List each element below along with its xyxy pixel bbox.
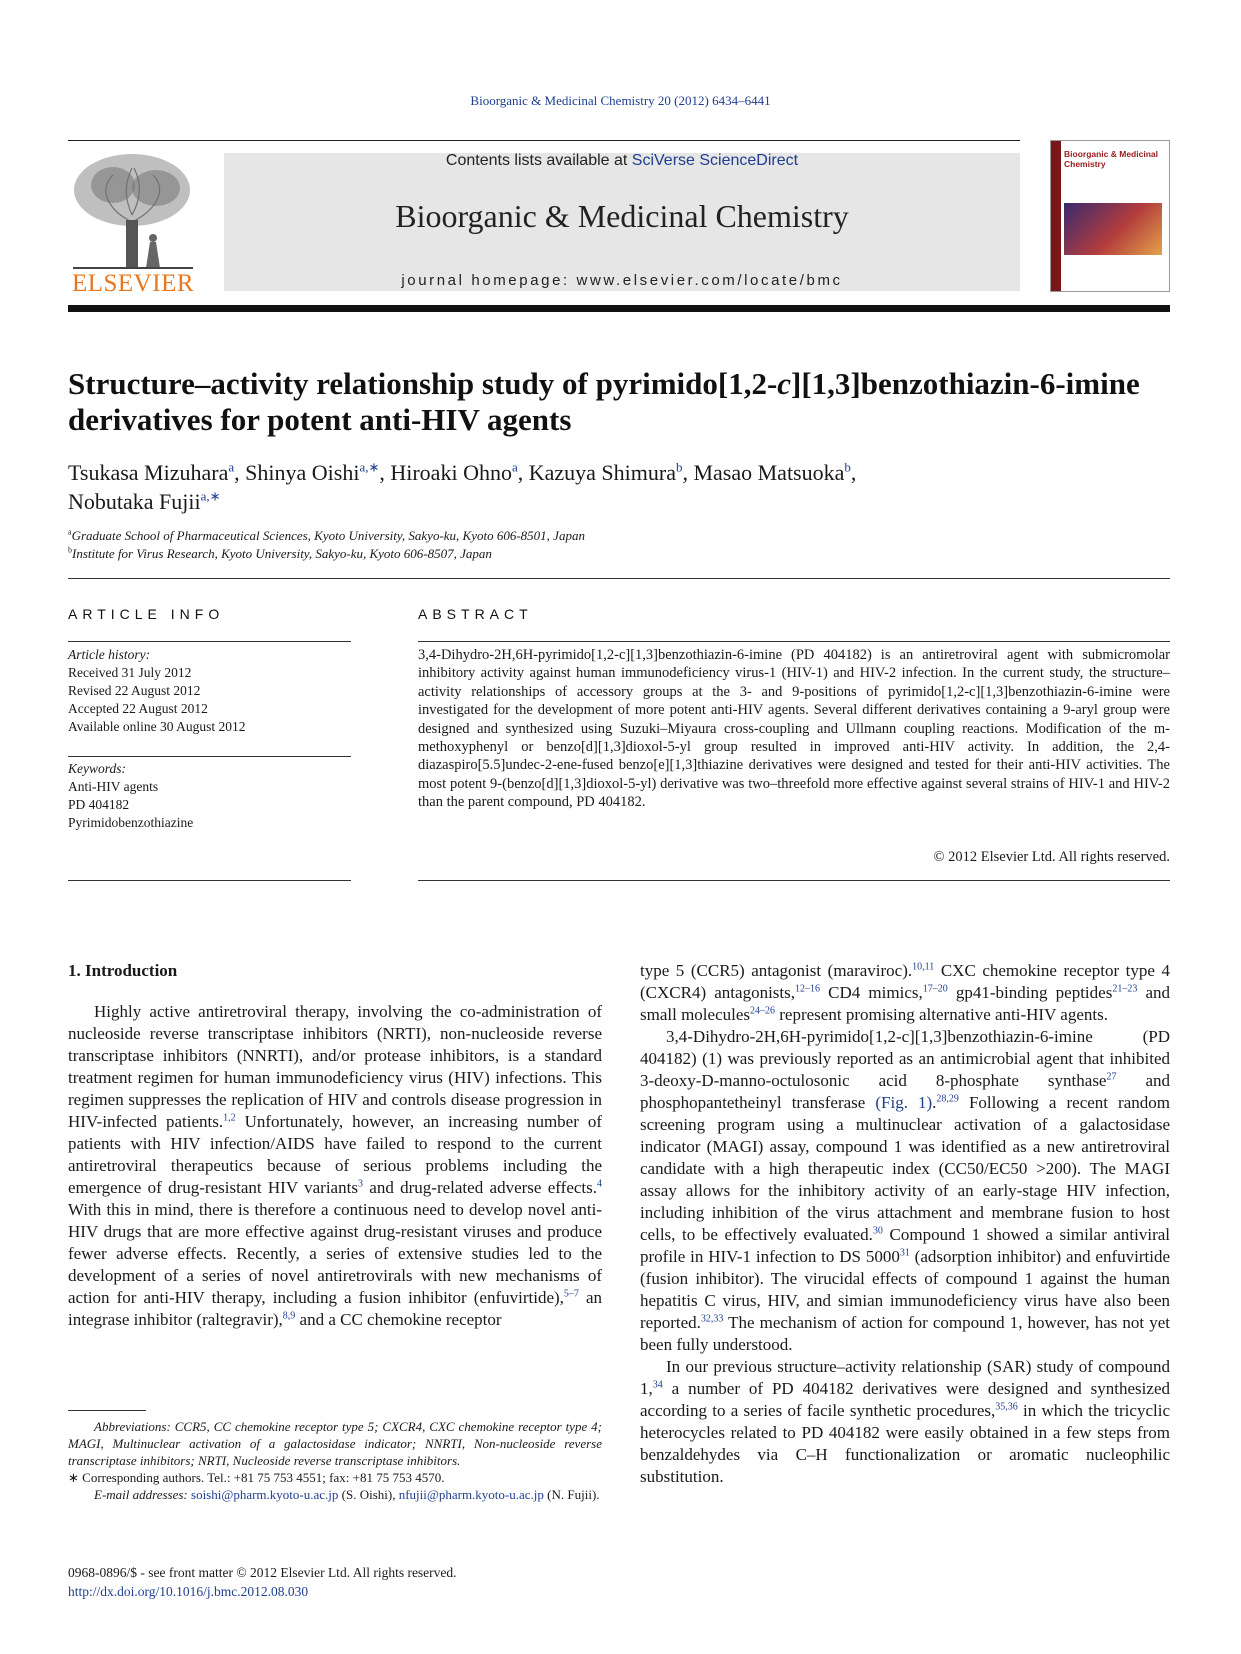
section-heading: 1. Introduction: [68, 961, 178, 980]
abstract-rule: [418, 641, 1170, 642]
citation-reference[interactable]: 1,2: [223, 1112, 236, 1124]
cover-title: Bioorganic & Medicinal Chemistry: [1064, 149, 1158, 169]
header-rule: [68, 140, 1020, 141]
article-info-heading: ARTICLE INFO: [68, 606, 225, 622]
citation-reference[interactable]: 30: [872, 1225, 883, 1237]
author[interactable]: Hiroaki Ohno: [390, 460, 512, 485]
citation-reference[interactable]: 27: [1106, 1071, 1117, 1083]
body-right-column: [640, 960, 1170, 1488]
keyword: PD 404182: [68, 797, 130, 812]
citation-reference[interactable]: 17–20: [922, 983, 948, 995]
paragraph: In our previous structure–activity relationship (SAR) study of compound 1,34 a number of PD 404182 derivatives were designed and synthesized according to a series of facile synthetic procedures,$^{35,36}$ in which the tricyclic heterocycles related to PD 404182 were easily obtained in a few steps from benzaldehydes via C–H functionalization or aromatic nucleophilic substitution.: [640, 1357, 1170, 1486]
author-list: Tsukasa Mizuhara$^a$, Shinya Oishi$^{a,∗}$, Hiroaki Ohno$^a$, Kazuya Shimura$^b$, Masao Matsuoka$^b$, Nobutaka Fujii$^{a,∗}$: [68, 459, 857, 514]
paragraph: 3,4-Dihydro-2H,6H-pyrimido[1,2-c][1,3]benzothiazin-6-imine (PD 404182) (1) was previously reported as an antimicrobial agent that inhibited 3-deoxy-D-manno-octulosonic acid 8-phosphate synthase$^{27}$ and phosphopantetheinyl transferase (Fig. 1).$^{28,29}$ Following a recent random screening program using a multinuclear activation of a galactosidase indicator (MAGI) assay, compound 1 was identified as a new antiretroviral candidate with a high therapeutic index (CC50/EC50 >200). The MAGI assay allows for the inhibitory activity of an early-stage HIV infection, including inhibition of the virus attachment and membrane fusion to host cells, to be effectively evaluated.$^{30}$ Compound 1 showed a similar antiviral profile in HIV-1 infection to DS 5000$^{31}$ (adsorption inhibitor) and enfuvirtide (fusion inhibitor). The virucidal effects of compound 1 against the human hepatitis C virus, HIV, and simian immunodeficiency virus have also been reported.$^{32,33}$ The mechanism of action for compound 1, however, has not yet been fully understood.: [640, 1027, 1171, 1354]
citation-reference[interactable]: 5–7: [563, 1288, 579, 1300]
citation-reference[interactable]: 12–16: [795, 983, 821, 995]
journal-citation[interactable]: Bioorganic & Medicinal Chemistry 20 (2012) 6434–6441: [470, 93, 771, 108]
journal-title: Bioorganic & Medicinal Chemistry: [395, 198, 849, 234]
email-link[interactable]: nfujii@pharm.kyoto-u.ac.jp: [398, 1487, 544, 1502]
author-affiliation-mark[interactable]: a: [228, 459, 235, 475]
citation-reference[interactable]: 35,36: [995, 1401, 1018, 1413]
abstract-text: 3,4-Dihydro-2H,6H-pyrimido[1,2-c][1,3]benzothiazin-6-imine (PD 404182) is an antiretroviral agent with submicromolar inhibitory activity against human immunodeficiency virus-1 (HIV-1) and HIV-2 infection. In the current study, the structure–activity relationships of accessory groups at the 3- and 9-positions of pyrimido[1,2-c][1,3]benzothiazin-6-imine were investigated for the development of more potent anti-HIV agents. Several different derivatives containing a 9-aryl group were designed and synthesized using Suzuki–Miyaura cross-coupling and Ullmann coupling reactions. Modification of the m-methoxyphenyl or benzo[d][1,3]dioxol-5-yl group resulted in improved anti-HIV activity. In addition, the 2,4-diazaspiro[5.5]undec-2-ene-fused benzo[e][1,3]thiazine derivatives were designed and tested for their anti-HIV activities. The most potent 9-(benzo[d][1,3]dioxol-5-yl) derivative was two–threefold more effective against several strains of HIV-1 and HIV-2 than the parent compound, PD 404182.: [418, 647, 1170, 811]
author-affiliation-mark[interactable]: a,∗: [359, 459, 380, 475]
history-entry: Received 31 July 2012: [68, 665, 192, 680]
citation-reference[interactable]: 28,29: [936, 1093, 959, 1105]
article-info-rule: [68, 756, 351, 757]
journal-homepage[interactable]: journal homepage: www.elsevier.com/locate/bmc: [401, 272, 843, 289]
cover-image: [1064, 203, 1162, 255]
author[interactable]: Kazuya Shimura: [528, 460, 676, 485]
affiliations: [68, 527, 1170, 563]
contents-line: Contents lists available at SciVerse ScienceDirect: [445, 152, 799, 169]
figure-link[interactable]: (Fig. 1): [875, 1093, 933, 1112]
author-affiliation-mark[interactable]: b: [675, 459, 683, 475]
article-history-label: Article history:: [68, 647, 151, 662]
abbreviations-footnote: Abbreviations: CCR5, CC chemokine receptor type 5; CXCR4, CXC chemokine receptor type 4; MAGI, Multinuclear activation of a galactosidase indicator; NNRTI, Non-nucleoside reverse transcriptase inhibitors; NRTI, Nucleoside reverse transcriptase inhibitors.: [68, 1419, 602, 1468]
author-affiliation-mark[interactable]: b: [844, 459, 851, 475]
article-info-rule: [68, 880, 351, 881]
email-footnote: E-mail addresses: soishi@pharm.kyoto-u.ac.jp (S. Oishi), nfujii@pharm.kyoto-u.ac.jp (N. Fujii).: [94, 1487, 600, 1502]
doi-link[interactable]: http://dx.doi.org/10.1016/j.bmc.2012.08.030: [68, 1584, 309, 1599]
author-affiliation-mark[interactable]: a: [511, 459, 518, 475]
citation-reference[interactable]: 34: [652, 1379, 663, 1391]
cover-spine: [1051, 141, 1061, 291]
affiliation-rule: [68, 578, 1170, 579]
keyword: Anti-HIV agents: [68, 779, 159, 794]
history-entry: Revised 22 August 2012: [68, 683, 201, 698]
body-left-column: [68, 960, 602, 1331]
header-thick-rule: [68, 305, 1170, 312]
affiliation: $^a$Graduate School of Pharmaceutical Sciences, Kyoto University, Sakyo-ku, Kyoto 606-8501, Japan: [68, 527, 585, 543]
citation-reference[interactable]: 3: [357, 1178, 363, 1190]
abstract-heading: ABSTRACT: [418, 606, 533, 622]
article-title: Structure–activity relationship study of pyrimido[1,2-c][1,3]benzothiazin-6-imine derivatives for potent anti-HIV agents: [68, 366, 1140, 437]
keywords: [68, 760, 351, 832]
abstract-copyright: © 2012 Elsevier Ltd. All rights reserved.: [933, 849, 1170, 865]
footer-issn: 0968-0896/$ - see front matter © 2012 Elsevier Ltd. All rights reserved.: [68, 1565, 457, 1580]
elsevier-wordmark: ELSEVIER: [71, 270, 195, 297]
citation-reference[interactable]: 4: [597, 1178, 602, 1190]
paragraph: Highly active antiretroviral therapy, involving the co-administration of nucleoside reverse transcriptase inhibitors (NRTI), non-nucleoside reverse transcriptase inhibitors (NNRTI), and/or protease inhibitors, is a standard treatment regimen for human immunodeficiency virus (HIV) infections. This regimen suppresses the replication of HIV and controls disease progression in HIV-infected patients.$^{1,2}$ Unfortunately, however, an increasing number of patients with HIV infection/AIDS have failed to respond to the current antiretroviral therapeutics because of serious problems including the emergence of drug-resistant HIV variants$^3$ and drug-related adverse effects.$^4$ With this in mind, there is therefore a continuous need to develop novel anti-HIV drugs that are more effective against drug-resistant viruses and produce fewer adverse effects. Recently, a series of extensive studies led to the development of a series of novel antiretrovirals with new mechanisms of action for anti-HIV therapy, including a fusion inhibitor (enfuvirtide),$^{5-7}$ an integrase inhibitor (raltegravir),$^{8,9}$ and a CC chemokine receptor: [68, 1002, 603, 1329]
paragraph: type 5 (CCR5) antagonist (maraviroc).$^{10,11}$ CXC chemokine receptor type 4 (CXCR4) antagonists,$^{12-16}$ CD4 mimics,$^{17-20}$ gp41-binding peptides$^{21-23}$ and small molecules$^{24-26}$ represent promising alternative anti-HIV agents.: [640, 961, 1171, 1024]
citation-reference[interactable]: 32,33: [700, 1313, 724, 1325]
corresponding-footnote: ∗ Corresponding authors. Tel.: +81 75 753 4551; fax: +81 75 753 4570.: [68, 1470, 445, 1485]
author[interactable]: Shinya Oishi: [245, 460, 360, 485]
abstract-rule: [418, 880, 1170, 881]
citation-reference[interactable]: 10,11: [912, 961, 935, 973]
article-info-rule: [68, 641, 351, 642]
history-entry: Accepted 22 August 2012: [68, 701, 208, 716]
journal-cover-thumbnail[interactable]: [1050, 140, 1170, 292]
citation-reference[interactable]: 31: [899, 1247, 910, 1259]
article-history: [68, 646, 351, 736]
history-entry: Available online 30 August 2012: [68, 719, 246, 734]
author[interactable]: Masao Matsuoka: [693, 460, 845, 485]
email-link[interactable]: soishi@pharm.kyoto-u.ac.jp: [191, 1487, 339, 1502]
citation-reference[interactable]: 24–26: [750, 1005, 776, 1017]
author-affiliation-mark[interactable]: a,∗: [200, 488, 221, 504]
author[interactable]: Nobutaka Fujii: [68, 489, 201, 514]
footnotes: [68, 1418, 602, 1503]
keyword: Pyrimidobenzothiazine: [68, 815, 194, 830]
citation-reference[interactable]: 21–23: [1112, 983, 1138, 995]
keywords-label: Keywords:: [68, 761, 126, 776]
citation-reference[interactable]: 8,9: [282, 1310, 296, 1322]
sciencedirect-link[interactable]: SciVerse ScienceDirect: [631, 152, 799, 169]
author[interactable]: Tsukasa Mizuhara: [68, 460, 229, 485]
affiliation: $^b$Institute for Virus Research, Kyoto University, Sakyo-ku, Kyoto 606-8507, Japan: [68, 545, 492, 561]
footnote-rule: [68, 1410, 146, 1411]
